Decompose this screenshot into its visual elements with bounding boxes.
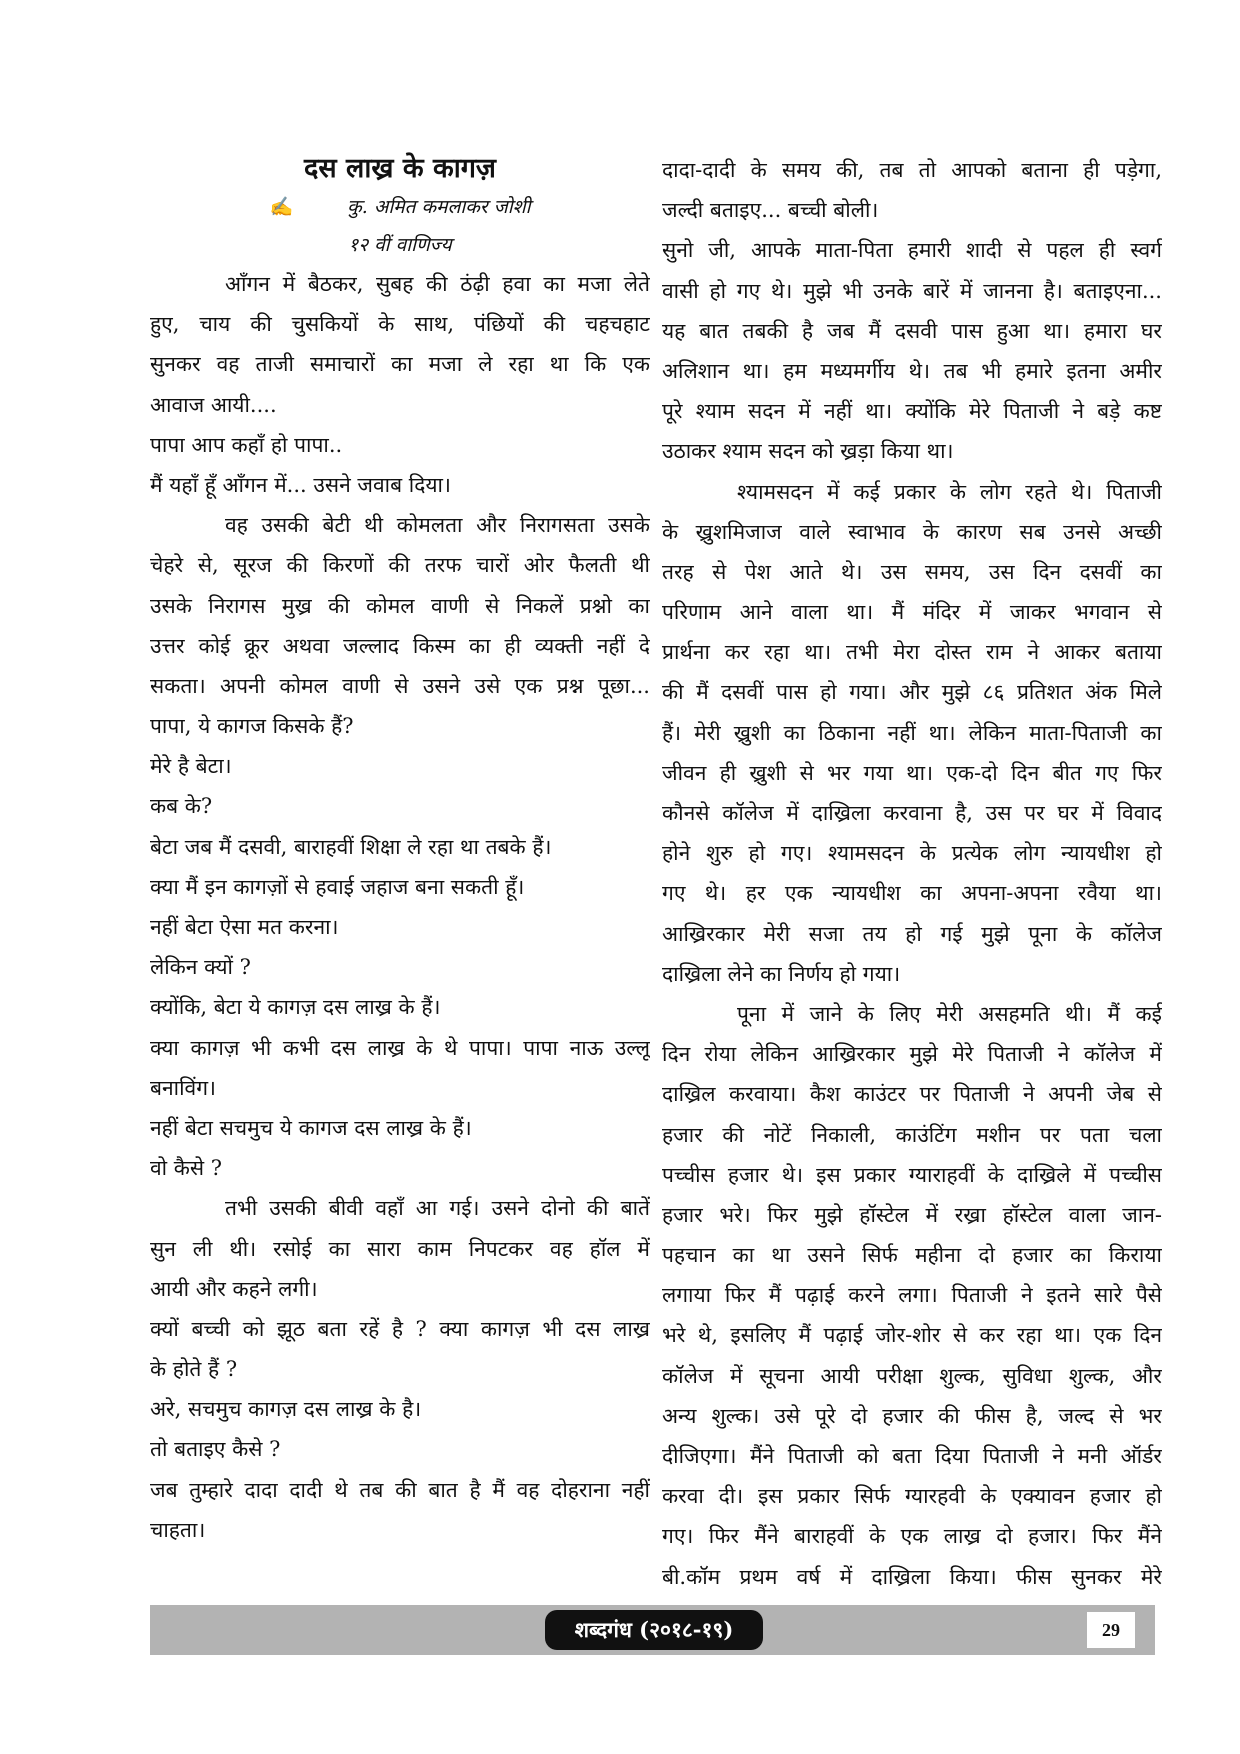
- text-line: अरे, सचमुच कागज़ दस लाख्र के है।: [150, 1397, 422, 1422]
- text-line: गए। फिर मैंने बाराहवीं के एक लाख्र दो हजार। फिर मैंने: [662, 1524, 1162, 1549]
- text-line: प्रार्थना कर रहा था। तभी मेरा दोस्त राम ने आकर बताया: [662, 640, 1162, 665]
- text-line: जब तुम्हारे दादा दादी थे तब की बात है मैं वह दोहराना नहीं: [150, 1477, 650, 1502]
- text-line: दाख्रिल करवाया। कैश काउंटर पर पिताजी ने अपनी जेब से: [662, 1082, 1162, 1107]
- text-line: सकता। अपनी कोमल वाणी से उसने उसे एक प्रश्न पूछा...: [150, 673, 650, 698]
- page-number: 29: [1087, 1612, 1135, 1648]
- text-line: नहीं बेटा ऐसा मत करना।: [150, 915, 339, 939]
- text-line: मैं यहाँ हूँ आँगन में... उसने जवाब दिया।: [150, 472, 451, 497]
- text-line: हुए, चाय की चुसकियों के साथ, पंछियों की चहचहाट: [150, 312, 650, 337]
- text-line: पच्चीस हजार थे। इस प्रकार ग्याराहवीं के दाख्रिले में पच्चीस: [662, 1162, 1162, 1187]
- text-line: सुनो जी, आपके माता-पिता हमारी शादी से पहल ही स्वर्ग: [662, 238, 1162, 263]
- text-line: वासी हो गए थे। मुझे भी उनके बारें में जानना है। बताइएना...: [662, 278, 1162, 303]
- text-line: सुन ली थी। रसोई का सारा काम निपटकर वह हॉल में: [150, 1236, 650, 1261]
- text-line: हजार की नोटें निकाली, काउंटिंग मशीन पर पता चला: [662, 1122, 1162, 1147]
- text-line: उत्तर कोई क्रूर अथवा जल्लाद किस्म का ही व्यक्ती नहीं दे: [150, 633, 650, 658]
- right-column: [662, 150, 1162, 1597]
- text-line: हैं। मेरी ख्रुशी का ठिकाना नहीं था। लेकिन माता-पिताजी का: [662, 720, 1162, 745]
- text-line: क्योंकि, बेटा ये कागज़ दस लाख्र के हैं।: [150, 995, 441, 1020]
- pen-icon: ✍: [269, 196, 294, 218]
- text-line: श्यामसदन में कई प्रकार के लोग रहते थे। पिताजी: [737, 479, 1162, 504]
- text-line: चेहरे से, सूरज की किरणों की तरफ चारों ओर फैलती थी: [150, 553, 650, 578]
- text-line: कौनसे कॉलेज में दाख्रिला करवाना है, उस पर घर में विवाद: [662, 801, 1162, 825]
- text-line: गए थे। हर एक न्यायधीश का अपना-अपना रवैया था।: [662, 881, 1162, 906]
- text-line: दादा-दादी के समय की, तब तो आपको बताना ही पड़ेगा,: [662, 158, 1162, 182]
- text-line: अन्य शुल्क। उसे पूरे दो हजार की फीस है, जल्द से भर: [662, 1403, 1162, 1428]
- text-line: तभी उसकी बीवी वहाँ आ गई। उसने दोनो की बातें: [225, 1196, 650, 1221]
- text-line: पूना में जाने के लिए मेरी असहमति थी। मैं कई: [737, 1001, 1162, 1026]
- text-line: जीवन ही ख्रुशी से भर गया था। एक-दो दिन बीत गए फिर: [662, 760, 1162, 785]
- text-line: की मैं दसवीं पास हो गया। और मुझे ८६ प्रतिशत अंक मिले: [662, 680, 1162, 705]
- author-byline: [150, 188, 650, 226]
- left-column: [150, 150, 650, 1550]
- magazine-name: शब्दगंध (२०१८-१९): [545, 1610, 763, 1650]
- text-line: होने शुरु हो गए। श्यामसदन के प्रत्येक लोग न्यायधीश हो: [662, 841, 1162, 866]
- text-line: सुनकर वह ताजी समाचारों का मजा ले रहा था कि एक: [150, 352, 650, 377]
- text-line: दिन रोया लेकिन आख्रिरकार मुझे मेरे पिताजी ने कॉलेज में: [662, 1042, 1162, 1067]
- text-line: करवा दी। इस प्रकार सिर्फ ग्यारहवी के एक्यावन हजार हो: [662, 1484, 1162, 1509]
- text-line: कब के?: [150, 794, 213, 819]
- text-line: लेकिन क्यों ?: [150, 955, 251, 980]
- text-line: जल्दी बताइए... बच्ची बोली।: [662, 198, 879, 223]
- text-line: तरह से पेश आते थे। उस समय, उस दिन दसवीं का: [662, 559, 1162, 584]
- text-line: वो कैसे ?: [150, 1156, 223, 1181]
- text-line: पापा, ये कागज किसके हैं?: [150, 714, 354, 739]
- text-line: बनाविंग।: [150, 1075, 216, 1100]
- text-line: पूरे श्याम सदन में नहीं था। क्योंकि मेरे पिताजी ने बड़े कष्ट: [662, 399, 1162, 424]
- text-line: क्या मैं इन कागज़ों से हवाई जहाज बना सकती हूँ।: [150, 874, 525, 899]
- text-line: हजार भरे। फिर मुझे हॉस्टेल में रख्रा हॉस्टेल वाला जान-: [662, 1202, 1162, 1227]
- text-line: वह उसकी बेटी थी कोमलता और निरागसता उसके: [225, 513, 650, 538]
- author-class: १२ वीं वाणिज्य: [348, 234, 452, 256]
- author-name: कु. अमित कमलाकर जोशी: [347, 196, 531, 218]
- text-line: आख्रिरकार मेरी सजा तय हो गई मुझे पूना के कॉलेज: [662, 921, 1162, 946]
- text-line: के होते हैं ?: [150, 1357, 238, 1382]
- text-line: क्यों बच्ची को झूठ बता रहें है ? क्या कागज़ भी दस लाख्र: [150, 1316, 650, 1341]
- page-footer: [150, 1605, 1155, 1655]
- text-line: उठाकर श्याम सदन को ख्रड़ा किया था।: [662, 439, 954, 464]
- text-line: बी.कॉम प्रथम वर्ष में दाख्रिला किया। फीस सुनकर मेरे: [662, 1564, 1162, 1589]
- text-line: भरे थे, इसलिए मैं पढ़ाई जोर-शोर से कर रहा था। एक दिन: [662, 1323, 1162, 1348]
- text-line: उसके निरागस मुख्र की कोमल वाणी से निकलें प्रश्नो का: [150, 593, 650, 618]
- text-line: के ख्रुशमिजाज वाले स्वाभाव के कारण सब उनसे अच्छी: [662, 519, 1162, 544]
- text-line: आवाज आयी....: [150, 392, 277, 417]
- text-line: आँगन में बैठकर, सुबह की ठंढ़ी हवा का मजा लेते: [225, 272, 650, 296]
- text-line: नहीं बेटा सचमुच ये कागज दस लाख्र के हैं।: [150, 1115, 472, 1140]
- text-line: दीजिएगा। मैंने पिताजी को बता दिया पिताजी ने मनी ऑर्डर: [662, 1444, 1162, 1468]
- article-title: दस लाख्र के कागज़: [304, 153, 496, 184]
- text-line: बेटा जब मैं दसवी, बाराहवीं शिक्षा ले रहा था तबके हैं।: [150, 834, 552, 859]
- text-line: परिणाम आने वाला था। मैं मंदिर में जाकर भगवान से: [662, 600, 1162, 625]
- text-line: पापा आप कहाँ हो पापा..: [150, 432, 343, 457]
- text-line: चाहता।: [150, 1517, 206, 1542]
- text-line: यह बात तबकी है जब मैं दसवी पास हुआ था। हमारा घर: [662, 318, 1162, 343]
- text-line: कॉलेज में सूचना आयी परीक्षा शुल्क, सुविधा शुल्क, और: [662, 1363, 1162, 1388]
- text-line: अलिशान था। हम मध्यमर्गीय थे। तब भी हमारे इतना अमीर: [662, 358, 1162, 383]
- text-line: दाख्रिला लेने का निर्णय हो गया।: [662, 961, 901, 986]
- text-line: आयी और कहने लगी।: [150, 1276, 318, 1301]
- text-line: लगाया फिर मैं पढ़ाई करने लगा। पिताजी ने इतने सारे पैसे: [662, 1283, 1162, 1308]
- text-line: मेरे है बेटा।: [150, 754, 232, 779]
- text-line: क्या कागज़ भी कभी दस लाख्र के थे पापा। पापा नाऊ उल्लू: [150, 1035, 650, 1060]
- text-line: पहचान का था उसने सिर्फ महीना दो हजार का किराया: [662, 1243, 1162, 1268]
- text-line: तो बताइए कैसे ?: [150, 1437, 281, 1462]
